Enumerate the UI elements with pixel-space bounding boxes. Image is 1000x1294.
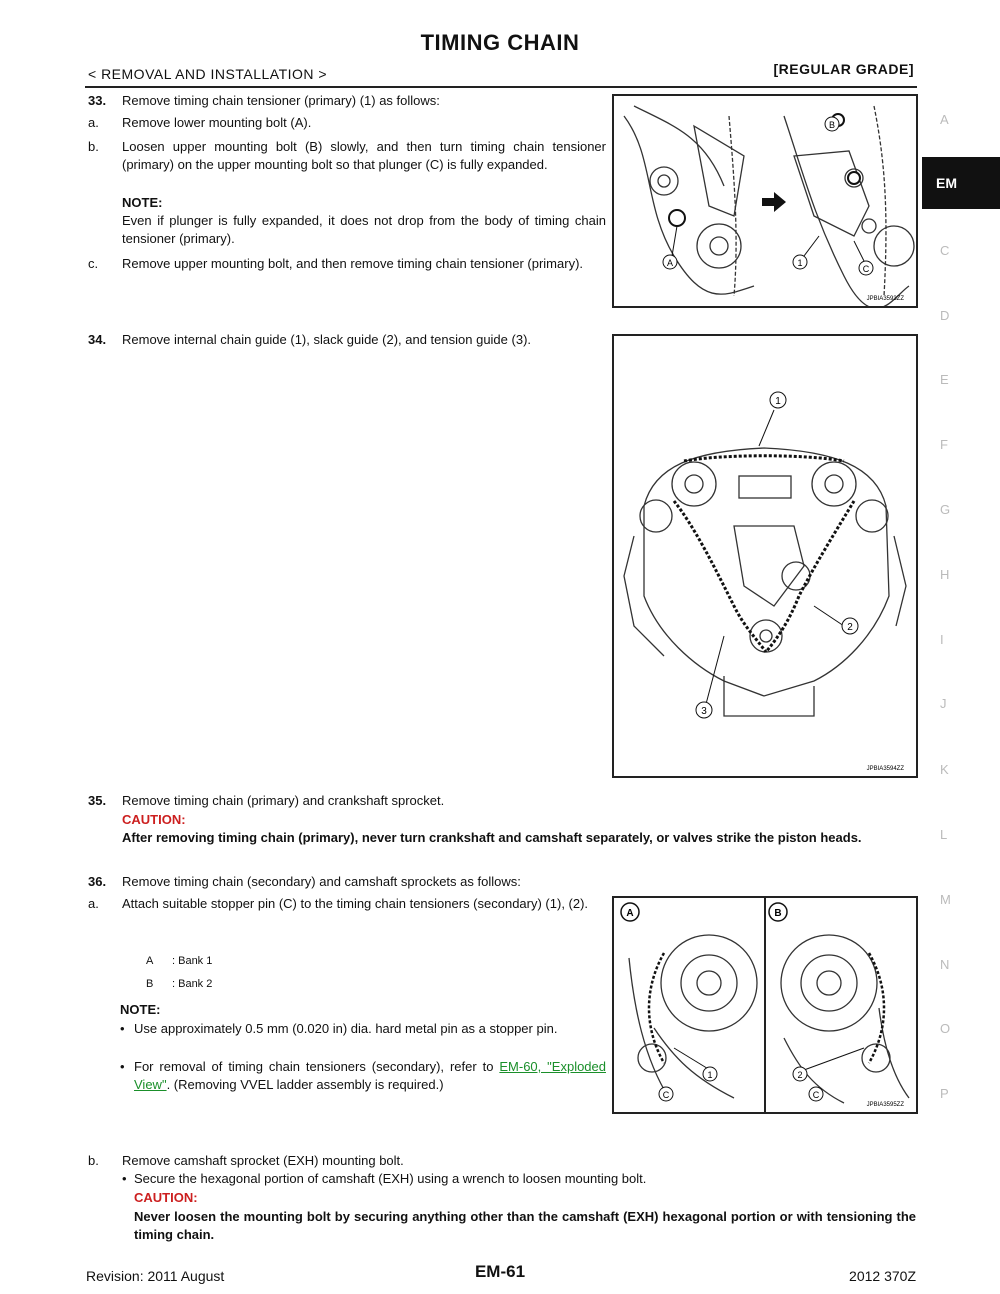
side-letter-k[interactable]: K bbox=[940, 762, 949, 777]
legend-value-a: : Bank 1 bbox=[172, 955, 213, 967]
step-number: 33. bbox=[88, 93, 107, 108]
side-letter-i[interactable]: I bbox=[940, 632, 944, 647]
revision-date: Revision: 2011 August bbox=[86, 1268, 225, 1284]
step-text: Remove timing chain tensioner (primary) (1) as follows: bbox=[122, 93, 440, 108]
callout-a: A bbox=[666, 258, 674, 268]
figure-stopper-pin bbox=[612, 896, 918, 1114]
side-letter-a[interactable]: A bbox=[940, 112, 949, 127]
header-divider bbox=[85, 86, 917, 88]
substep-label: c. bbox=[88, 256, 99, 271]
page-title: TIMING CHAIN bbox=[420, 30, 580, 55]
bullet-icon: • bbox=[120, 1021, 125, 1036]
legend-key-a: A bbox=[146, 955, 154, 967]
side-letter-n[interactable]: N bbox=[940, 957, 950, 972]
figure-code: JPBIA3595ZZ bbox=[866, 1102, 904, 1108]
caution-text: After removing timing chain (primary), never turn crankshaft and camshaft separately, or valves strike the piston heads. bbox=[122, 830, 862, 845]
callout-b: B bbox=[774, 908, 782, 919]
caution-label: CAUTION: bbox=[134, 1190, 198, 1205]
substep-text: Remove camshaft sprocket (EXH) mounting bolt. bbox=[122, 1153, 404, 1168]
substep-label: a. bbox=[88, 115, 99, 130]
bullet-icon: • bbox=[122, 1171, 127, 1186]
step-number: 35. bbox=[88, 793, 107, 808]
substep-label: b. bbox=[88, 139, 99, 154]
model-label: 2012 370Z bbox=[849, 1268, 916, 1284]
chain-guides-diagram bbox=[614, 336, 916, 776]
step-text: Remove timing chain (secondary) and camshaft sprockets as follows: bbox=[122, 874, 521, 889]
page-number: EM-61 bbox=[474, 1262, 526, 1281]
callout-3: 3 bbox=[701, 706, 707, 717]
callout-c: C bbox=[862, 264, 870, 274]
stopper-pin-diagram bbox=[614, 898, 916, 1112]
note-text: Even if plunger is fully expanded, it does not drop from the body of timing chain tensioner (primary). bbox=[122, 213, 606, 246]
note-label: NOTE: bbox=[122, 195, 163, 210]
legend-value-b: : Bank 2 bbox=[172, 978, 213, 990]
bullet-text: Secure the hexagonal portion of camshaft (EXH) using a wrench to loosen mounting bolt. bbox=[134, 1171, 647, 1186]
side-letter-g[interactable]: G bbox=[940, 502, 951, 517]
side-letter-p[interactable]: P bbox=[940, 1086, 949, 1101]
callout-1: 1 bbox=[775, 396, 781, 407]
tensioner-diagram bbox=[614, 96, 916, 306]
side-letter-o[interactable]: O bbox=[940, 1021, 951, 1036]
note-text: Use approximately 0.5 mm (0.020 in) dia. hard metal pin as a stopper pin. bbox=[134, 1021, 558, 1036]
callout-c-right: C bbox=[812, 1090, 820, 1100]
callout-1: 1 bbox=[797, 258, 803, 268]
step-text: Remove internal chain guide (1), slack guide (2), and tension guide (3). bbox=[122, 332, 532, 347]
step-number: 34. bbox=[88, 332, 107, 347]
side-letter-d[interactable]: D bbox=[940, 308, 950, 323]
substep-text: Remove lower mounting bolt (A). bbox=[122, 115, 312, 130]
figure-code: JPBIA3593ZZ bbox=[866, 296, 904, 302]
substep-text: Loosen upper mounting bolt (B) slowly, and then turn timing chain tensioner (primary) on the upper mounting bolt so that plunger (C) is fully expanded. bbox=[122, 139, 606, 172]
figure-code: JPBIA3594ZZ bbox=[866, 766, 904, 772]
link-em-60[interactable]: EM-60, "Exploded View" bbox=[134, 1059, 606, 1092]
substep-label: b. bbox=[88, 1153, 99, 1168]
side-letter-c[interactable]: C bbox=[940, 243, 950, 258]
note-text: For removal of timing chain tensioners (secondary), refer to EM-60, "Exploded View". (Removing VVEL ladder assembly is required.) bbox=[134, 1059, 606, 1092]
side-letter-l[interactable]: L bbox=[940, 827, 948, 842]
section-breadcrumb: < REMOVAL AND INSTALLATION > bbox=[88, 66, 328, 82]
callout-c-left: C bbox=[662, 1090, 670, 1100]
caution-text: Never loosen the mounting bolt by securing anything other than the camshaft (EXH) hexagonal portion or with tensioning the timing chain. bbox=[134, 1209, 916, 1242]
bullet-icon: • bbox=[120, 1059, 125, 1074]
note-label: NOTE: bbox=[120, 1002, 161, 1017]
callout-2: 2 bbox=[797, 1070, 803, 1080]
grade-label: [REGULAR GRADE] bbox=[773, 61, 914, 77]
callout-b: B bbox=[828, 120, 836, 130]
side-letter-h[interactable]: H bbox=[940, 567, 950, 582]
substep-text: Remove upper mounting bolt, and then remove timing chain tensioner (primary). bbox=[122, 256, 584, 271]
side-letter-e[interactable]: E bbox=[940, 372, 949, 387]
callout-2: 2 bbox=[847, 622, 853, 633]
callout-1: 1 bbox=[707, 1070, 713, 1080]
substep-text: Attach suitable stopper pin (C) to the timing chain tensioners (secondary) (1), (2). bbox=[122, 896, 589, 911]
side-letter-f[interactable]: F bbox=[940, 437, 948, 452]
side-tab-em[interactable]: EM bbox=[922, 157, 1000, 209]
step-number: 36. bbox=[88, 874, 107, 889]
figure-chain-guides bbox=[612, 334, 918, 778]
figure-tensioner-primary bbox=[612, 94, 918, 308]
caution-label: CAUTION: bbox=[122, 812, 186, 827]
step-text: Remove timing chain (primary) and crankshaft sprocket. bbox=[122, 793, 445, 808]
side-letter-j[interactable]: J bbox=[940, 696, 947, 711]
callout-a: A bbox=[626, 908, 634, 919]
substep-label: a. bbox=[88, 896, 99, 911]
legend-key-b: B bbox=[146, 978, 154, 990]
side-letter-m[interactable]: M bbox=[940, 892, 951, 907]
